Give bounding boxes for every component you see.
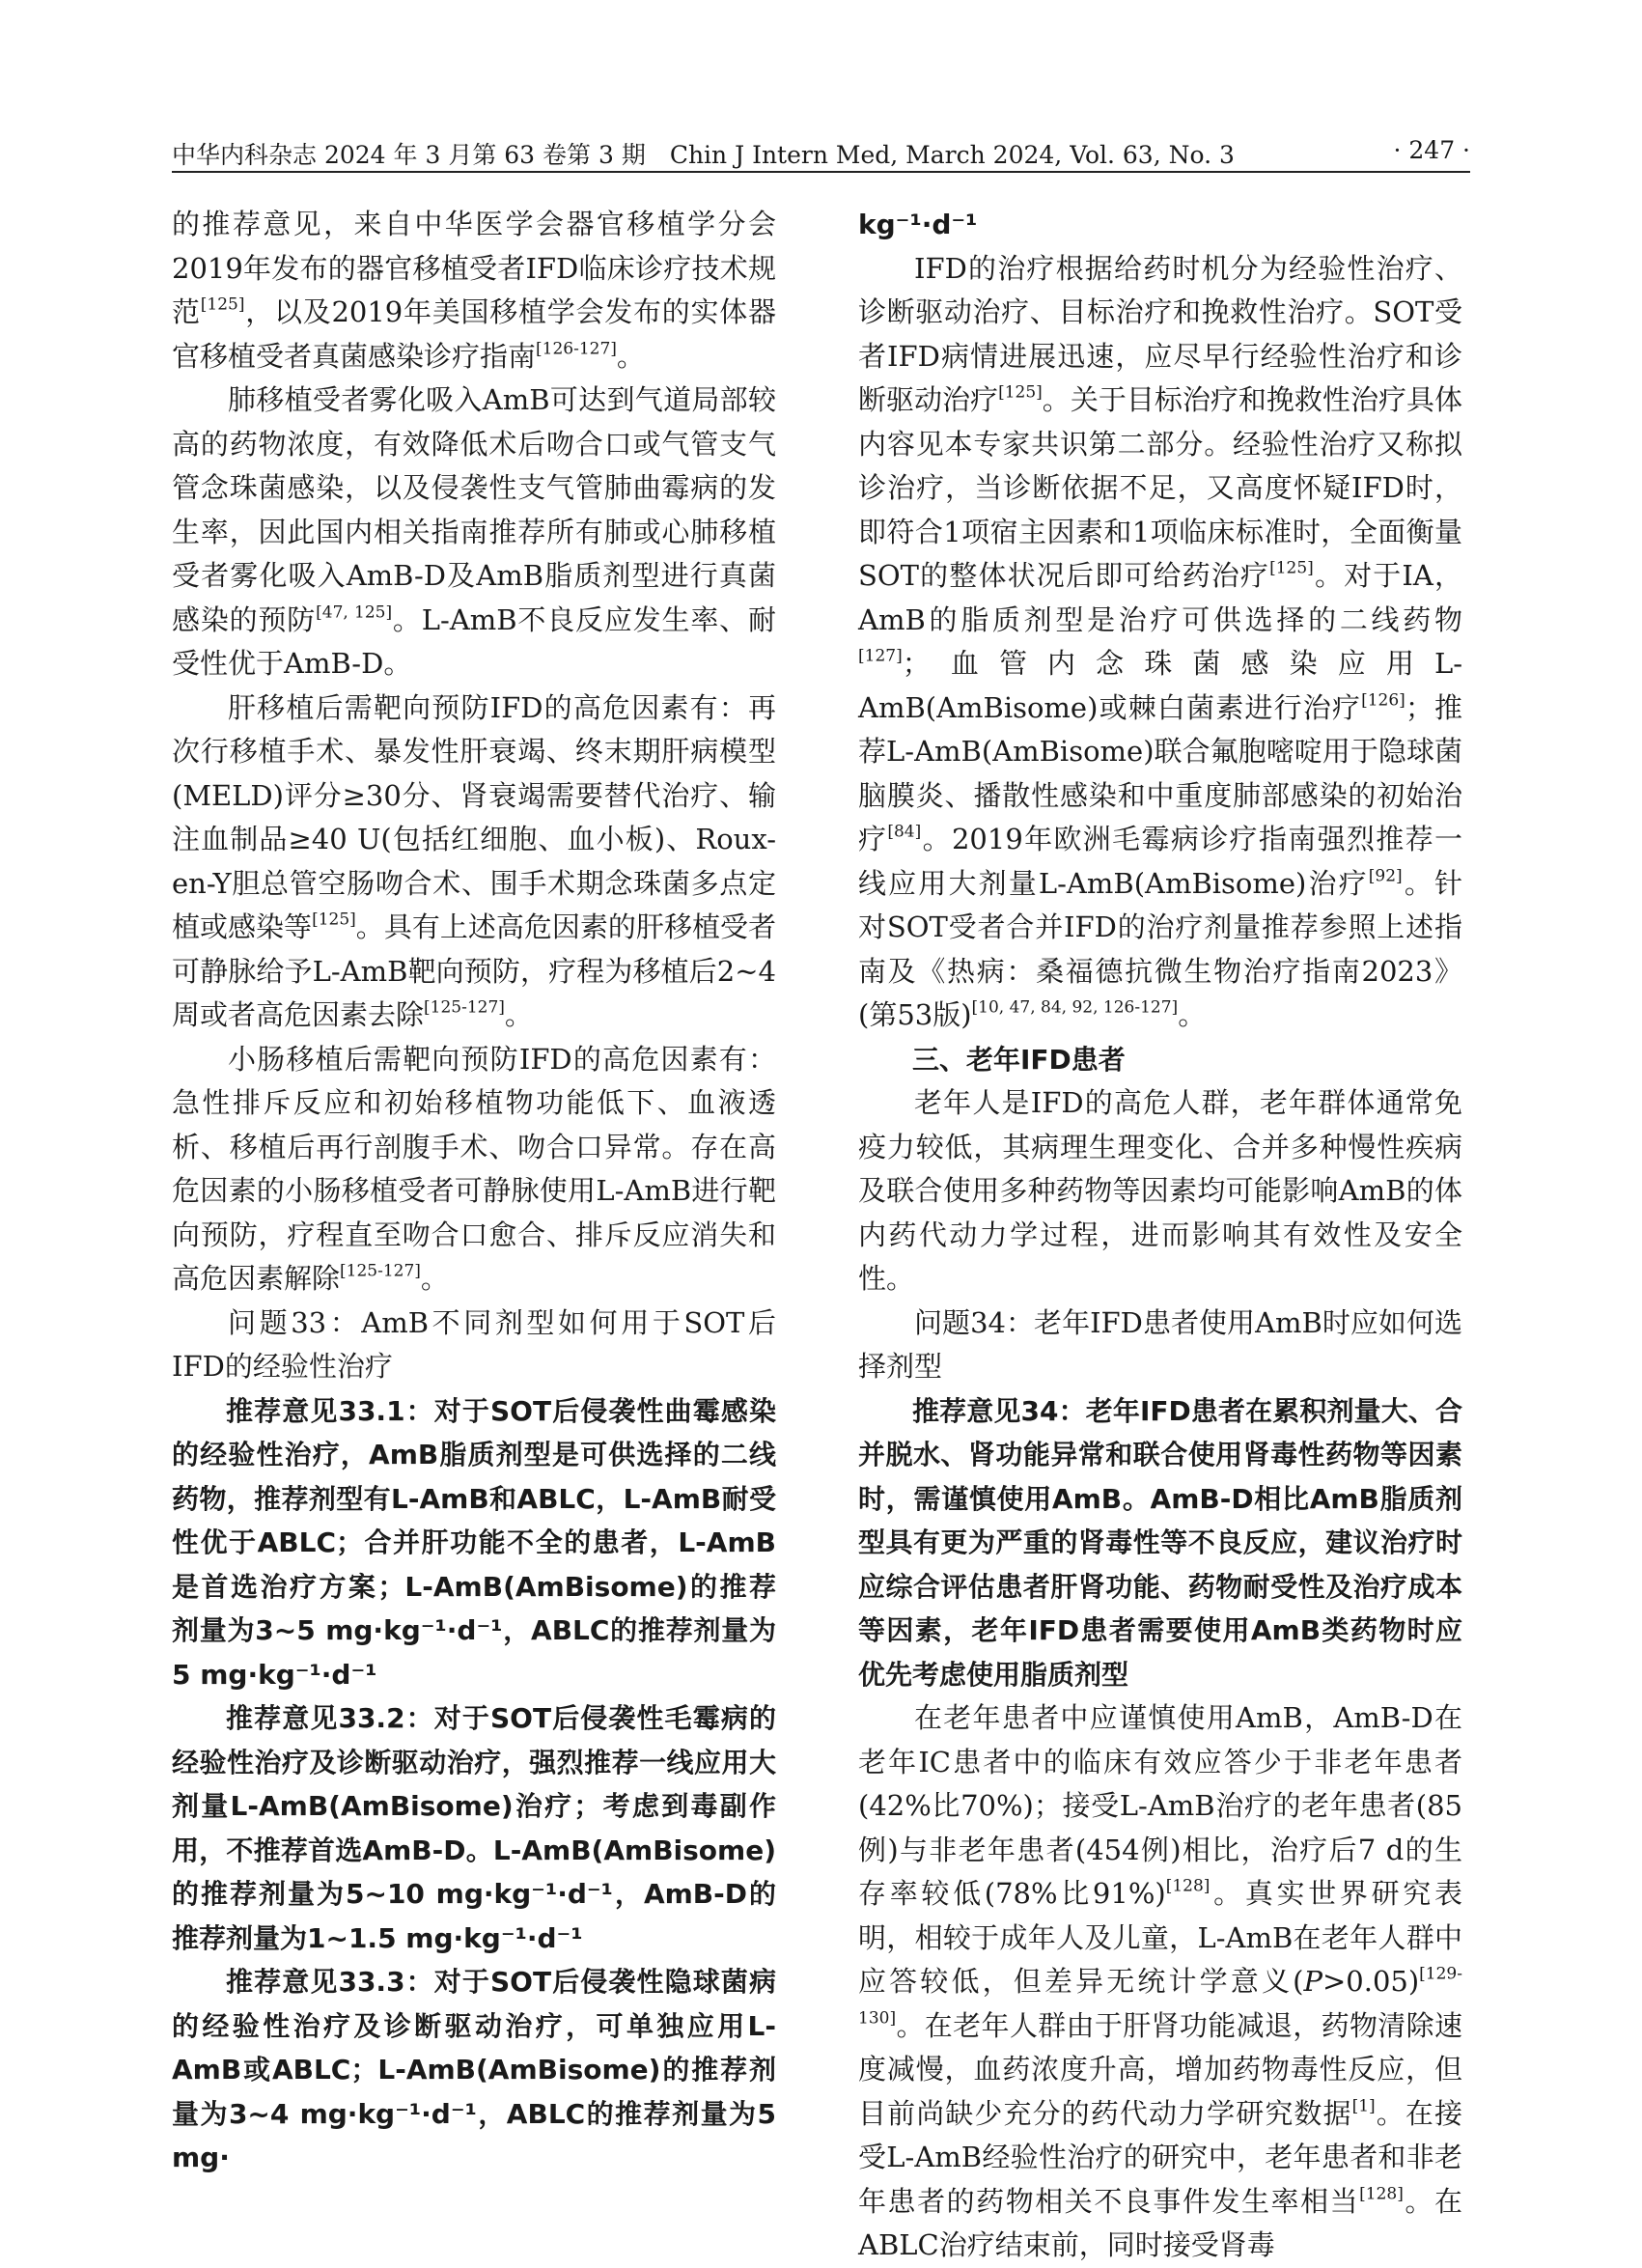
recommendation-33-3-continued: kg⁻¹·d⁻¹ (858, 209, 978, 240)
recommendation-33-3: 推荐意见33.3：对于SOT后侵袭性隐球菌病的经验性治疗及诊断驱动治疗，可单独应用L-AmB或ABLC；L-AmB(AmBisome)的推荐剂量为3~4 mg·kg⁻¹·d⁻¹，ABLC的推荐剂量为5 mg· (172, 1966, 776, 2173)
citation: [128] (1165, 1876, 1211, 1896)
citation: [128] (1359, 2183, 1404, 2203)
section-heading-elderly: 三、老年IFD患者 (912, 1043, 1126, 1076)
citation: [47, 125] (316, 602, 393, 622)
journal-citation: 中华内科杂志 2024 年 3 月第 63 卷第 3 期 Chin J Intern Med, March 2024, Vol. 63, No. 3 (172, 141, 1235, 169)
paragraph-treatment-timing: IFD的治疗根据给药时机分为经验性治疗、诊断驱动治疗、目标治疗和挽救性治疗。SOT受者IFD病情进展迅速，应尽早行经验性治疗和诊断驱动治疗[125]。关于目标治疗和挽救性治疗具体内容见本专家共识第二部分。经验性治疗又称拟诊治疗，当诊断依据不足，又高度怀疑IFD时，即符合1项宿主因素和1项临床标准时，全面衡量SOT的整体状况后即可给药治疗[125]。对于IA，AmB的脂质剂型是治疗可供选择的二线药物[127]；血管内念珠菌感染应用L-AmB(AmBisome)或棘白菌素进行治疗[126]；推荐L-AmB(AmBisome)联合氟胞嘧啶用于隐球菌脑膜炎、播散性感染和中重度肺部感染的初始治疗[84]。2019年欧洲毛霉病诊疗指南强烈推荐一线应用大剂量L-AmB(AmBisome)治疗[92]。针对SOT受者合并IFD的治疗剂量推荐参照上述指南及《热病：桑福德抗微生物治疗指南2023》(第53版)[10, 47, 84, 92, 126-127]。 (858, 251, 1462, 1031)
right-column (858, 203, 1462, 2268)
citation: [125-127] (340, 1261, 421, 1281)
question-34: 问题34：老年IFD患者使用AmB时应如何选择剂型 (858, 1305, 1462, 1383)
paragraph-lung-transplant: 肺移植受者雾化吸入AmB可达到气道局部较高的药物浓度，有效降低术后吻合口或气管支气管念珠菌感染，以及侵袭性支气管肺曲霉病的发生率，因此国内相关指南推荐所有肺或心肺移植受者雾化吸入AmB-D及AmB脂质剂型进行真菌感染的预防[47, 125]。L-AmB不良反应发生率、耐受性优于AmB-D。 (172, 383, 776, 680)
page-number: · 247 · (1393, 136, 1470, 164)
citation: [126-127] (536, 338, 617, 358)
paragraph-guideline-sources: 的推荐意见，来自中华医学会器官移植学分会2019年发布的器官移植受者IFD临床诊疗技术规范[125]，以及2019年美国移植学会发布的实体器官移植受者真菌感染诊疗指南[126-127]。 (172, 208, 776, 373)
citation: [127] (858, 646, 903, 666)
citation: [125-127] (424, 997, 505, 1018)
citation: [1] (1351, 2095, 1376, 2115)
citation: [125] (1269, 558, 1314, 578)
question-33: 问题33：AmB不同剂型如何用于SOT后IFD的经验性治疗 (172, 1305, 776, 1383)
recommendation-34: 推荐意见34：老年IFD患者在累积剂量大、合并脱水、肾功能异常和联合使用肾毒性药物等因素时，需谨慎使用AmB。AmB-D相比AmB脂质剂型具有更为严重的肾毒性等不良反应，建议治疗时应综合评估患者肝肾功能、药物耐受性及治疗成本等因素，老年IFD患者需要使用AmB类药物时应优先考虑使用脂质剂型 (858, 1394, 1462, 1691)
running-header (172, 130, 1470, 173)
recommendation-33-2: 推荐意见33.2：对于SOT后侵袭性毛霉病的经验性治疗及诊断驱动治疗，强烈推荐一线应用大剂量L-AmB(AmBisome)治疗；考虑到毒副作用，不推荐首选AmB-D。L-AmB(AmBisome)的推荐剂量为5~10 mg·kg⁻¹·d⁻¹，AmB-D的推荐剂量为1~1.5 mg·kg⁻¹·d⁻¹ (172, 1702, 776, 1954)
citation: [126] (1361, 689, 1405, 710)
paragraph-liver-transplant: 肝移植后需靶向预防IFD的高危因素有：再次行移植手术、暴发性肝衰竭、终末期肝病模型(MELD)评分≥30分、肾衰竭需要替代治疗、输注血制品≥40 U(包括红细胞、血小板)、Roux-en-Y胆总管空肠吻合术、围手术期念珠菌多点定植或感染等[125]。具有上述高危因素的肝移植受者可静脉给予L-AmB靶向预防，疗程为移植后2~4周或者高危因素去除[125-127]。 (172, 690, 776, 1031)
citation: [125] (312, 910, 356, 930)
paragraph-elderly-risk: 老年人是IFD的高危人群，老年群体通常免疫力较低，其病理生理变化、合并多种慢性疾病及联合使用多种药物等因素均可能影响AmB的体内药代动力学过程，进而影响其有效性及安全性。 (858, 1086, 1462, 1295)
citation: [125] (200, 294, 245, 315)
left-column (172, 203, 776, 2180)
citation: [92] (1368, 865, 1403, 885)
header-rule (172, 171, 1470, 173)
citation: [129-130] (858, 1964, 1462, 2028)
citation: [10, 47, 84, 92, 126-127] (971, 997, 1179, 1018)
recommendation-33-1: 推荐意见33.1：对于SOT后侵袭性曲霉感染的经验性治疗，AmB脂质剂型是可供选择的二线药物，推荐剂型有L-AmB和ABLC，L-AmB耐受性优于ABLC；合并肝功能不全的患者，L-AmB是首选治疗方案；L-AmB(AmBisome)的推荐剂量为3~5 mg·kg⁻¹·d⁻¹，ABLC的推荐剂量为5 mg·kg⁻¹·d⁻¹ (172, 1394, 776, 1691)
citation: [84] (887, 822, 922, 842)
paragraph-intestine-transplant: 小肠移植后需靶向预防IFD的高危因素有：急性排斥反应和初始移植物功能低下、血液透析、移植后再行剖腹手术、吻合口异常。存在高危因素的小肠移植受者可静脉使用L-AmB进行靶向预防，疗程直至吻合口愈合、排斥反应消失和高危因素解除[125-127]。 (172, 1042, 776, 1295)
citation: [125] (998, 382, 1043, 403)
paragraph-elderly-evidence: 在老年患者中应谨慎使用AmB，AmB-D在老年IC患者中的临床有效应答少于非老年患者(42%比70%)；接受L-AmB治疗的老年患者(85例)与非老年患者(454例)相比，治疗后7 d的生存率较低(78%比91%)[128]。真实世界研究表明，相较于成年人及儿童，L-AmB在老年人群中应答较低，但差异无统计学意义(P>0.05)[129-130]。在老年人群由于肝肾功能减退，药物清除速度减慢，血药浓度升高，增加药物毒性反应，但目前尚缺少充分的药代动力学研究数据[1]。在接受L-AmB经验性治疗的研究中，老年患者和非老年患者的药物相关不良事件发生率相当[128]。在ABLC治疗结束前，同时接受肾毒 (858, 1701, 1462, 2261)
